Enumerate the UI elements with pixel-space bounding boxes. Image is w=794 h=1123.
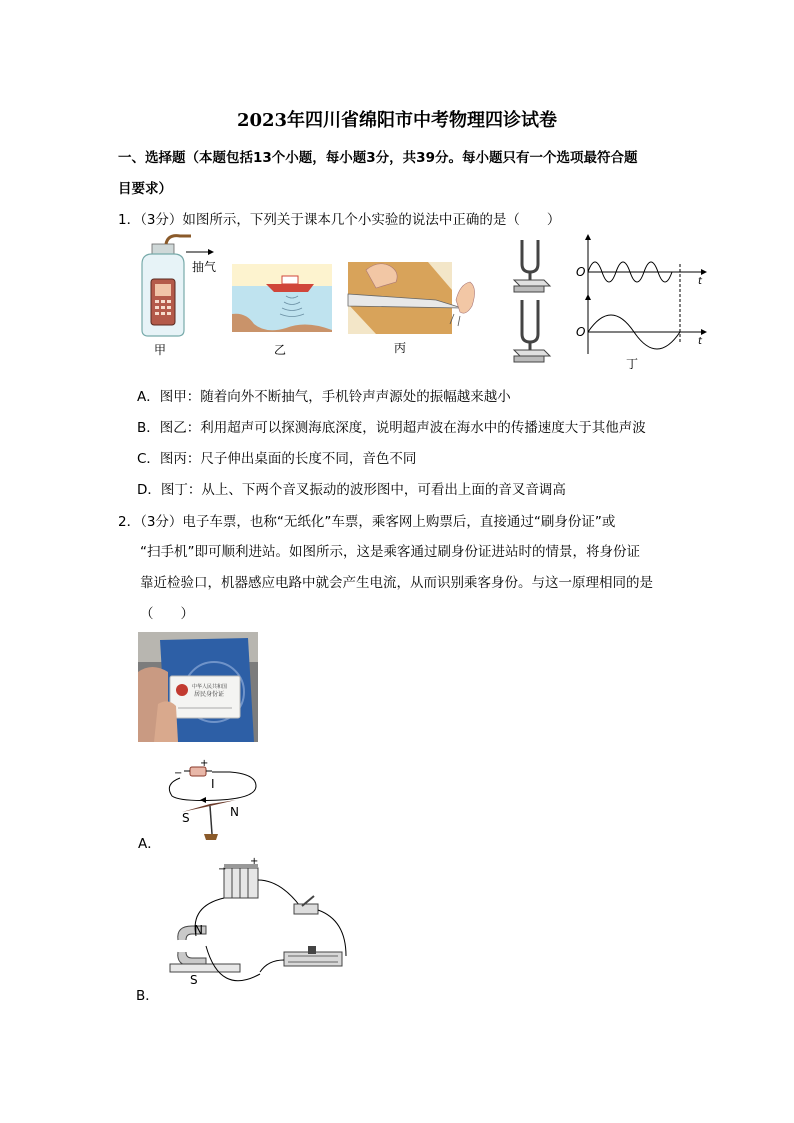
ruler-desk-image bbox=[348, 262, 475, 334]
ship-sonar-image bbox=[232, 264, 332, 332]
q2-stem-line1: 2．（3分）电子车票，也称“无纸化”车票，乘客网上购票后，直接通过“刷身份证”或 bbox=[118, 514, 616, 530]
opt-b-s: S bbox=[190, 973, 198, 987]
bottle-phone-image bbox=[142, 236, 217, 336]
q1-option-c: C．图丙：尺子伸出桌面的长度不同，音色不同 bbox=[137, 451, 417, 467]
id-card-text-1: 中华人民共和国 bbox=[192, 684, 228, 690]
battery-icon bbox=[224, 864, 258, 898]
axis-t-lower: t bbox=[698, 336, 702, 347]
q1-stem: 1．（3分）如图所示，下列关于课本几个小实验的说法中正确的是（ ） bbox=[118, 212, 561, 228]
option-b-circuit-figure bbox=[160, 856, 360, 998]
caption-jia: 甲 bbox=[154, 343, 167, 357]
waveform-lower bbox=[585, 294, 707, 354]
id-card-text-2: 居民身份证 bbox=[194, 691, 225, 698]
axis-t-upper: t bbox=[698, 276, 702, 287]
section-heading-line2: 目要求） bbox=[118, 181, 172, 197]
caption-yi: 乙 bbox=[274, 343, 287, 357]
opt-b-minus: − bbox=[218, 864, 227, 875]
q1-figure bbox=[136, 234, 708, 374]
opt-b-n: N bbox=[194, 923, 203, 937]
option-a-label: A． bbox=[138, 836, 161, 852]
q1-option-d: D．图丁：从上、下两个音叉振动的波形图中，可看出上面的音叉音调高 bbox=[137, 482, 566, 498]
section-heading-line1: 一、选择题（本题包括13个小题，每小题3分，共39分。每小题只有一个选项最符合题 bbox=[118, 150, 638, 166]
option-b-label: B． bbox=[136, 988, 159, 1004]
opt-b-plus: + bbox=[250, 856, 259, 867]
rheostat-icon bbox=[284, 946, 342, 966]
id-card-scanner-photo bbox=[138, 632, 258, 742]
axis-o-upper: O bbox=[576, 265, 586, 279]
opt-a-n: N bbox=[230, 805, 239, 819]
opt-a-minus: − bbox=[174, 768, 183, 779]
q2-stem-line2: “扫手机”即可顺利进站。如图所示，这是乘客通过刷身份证进站时的情景，将身份证 bbox=[140, 544, 640, 560]
tuning-fork-upper-icon bbox=[514, 240, 550, 292]
opt-a-s: S bbox=[182, 811, 190, 825]
waveform-upper bbox=[585, 234, 707, 342]
q2-stem-line4: （ ） bbox=[140, 606, 194, 622]
option-a-oersted-figure bbox=[160, 758, 270, 844]
q1-option-b: B．图乙：利用超声可以探测海底深度，说明超声波在海水中的传播速度大于其他声波 bbox=[137, 420, 646, 436]
opt-a-plus: + bbox=[200, 758, 209, 769]
page-title: 2023年四川省绵阳市中考物理四诊试卷 bbox=[236, 110, 558, 131]
opt-a-current: I bbox=[211, 777, 215, 791]
axis-o-lower: O bbox=[576, 325, 586, 339]
horseshoe-magnet-icon bbox=[170, 926, 240, 972]
q2-stem-line3: 靠近检验口，机器感应电路中就会产生电流，从而识别乘客身份。与这一原理相同的是 bbox=[140, 575, 653, 591]
caption-ding: 丁 bbox=[626, 357, 639, 371]
tuning-fork-lower-icon bbox=[514, 300, 550, 362]
switch-icon bbox=[294, 896, 318, 914]
q1-option-a: A．图甲：随着向外不断抽气，手机铃声声源处的振幅越来越小 bbox=[137, 389, 511, 405]
caption-bing: 丙 bbox=[394, 341, 407, 355]
pump-label: 抽气 bbox=[192, 260, 217, 274]
